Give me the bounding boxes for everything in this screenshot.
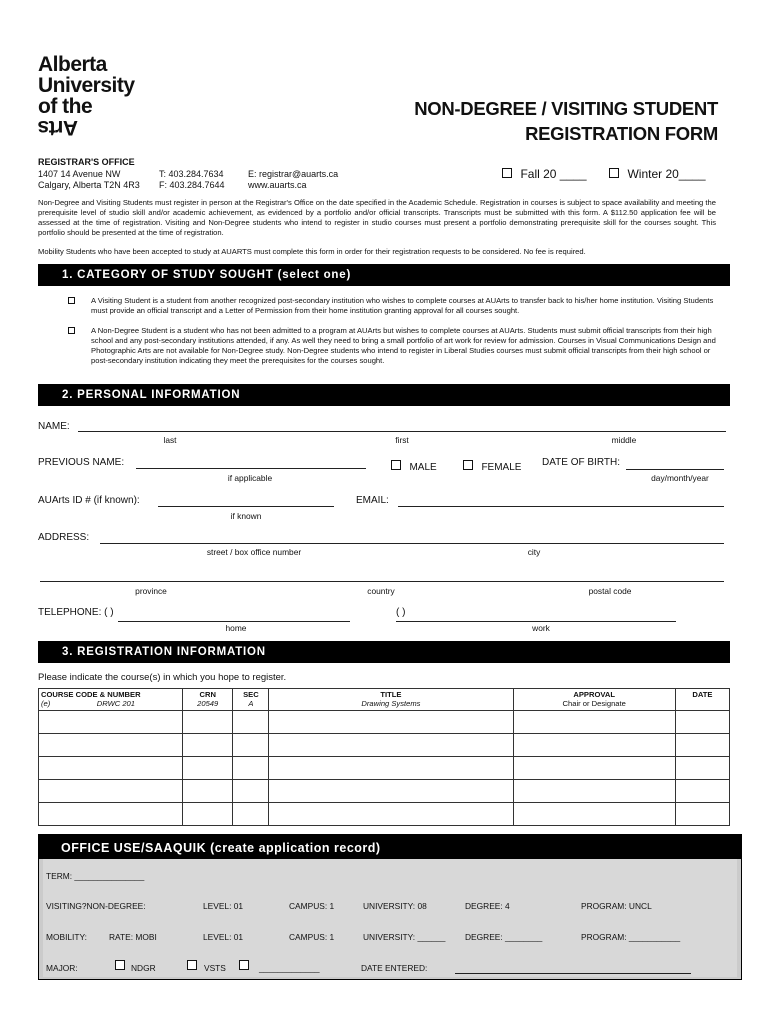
female-option[interactable]	[463, 457, 521, 475]
female-checkbox[interactable]	[463, 460, 473, 470]
title-cell[interactable]	[269, 757, 513, 780]
example-prefix: (e)	[41, 699, 51, 708]
id-field[interactable]	[158, 506, 334, 507]
sec-cell[interactable]	[233, 780, 269, 803]
postal-code-caption: postal code	[588, 586, 632, 596]
crn-cell[interactable]	[183, 734, 233, 757]
sec-cell[interactable]	[233, 757, 269, 780]
intro-paragraph: Non-Degree and Visiting Students must register in person at the Registrar's Office on the date specified in the Academic Schedule. Registration in courses is subject to space availability and meeting the prerequisite level of studio skill and/or academic achievement, as evidenced by a portfolio and/or official transcripts. Transcripts must be submitted with this form. A $112.50 application fee will be assessed at the time of registration. Visiting and Non-Degree students who intend to register in studio courses must present a portfolio demonstrating prerequisite skill for the courses sought. This portfolio should be presented at the time of registration.	[38, 198, 716, 237]
header-course-code-text: COURSE CODE & NUMBER	[41, 690, 141, 699]
course-table	[38, 688, 730, 826]
form-title	[414, 96, 718, 146]
header-title	[269, 689, 513, 711]
office-degree-2: DEGREE: ________	[465, 932, 543, 942]
section-1-header: 1. CATEGORY OF STUDY SOUGHT (select one)	[38, 264, 730, 286]
if-applicable-caption: if applicable	[227, 473, 273, 483]
crn-cell[interactable]	[183, 757, 233, 780]
middle-caption: middle	[611, 435, 637, 445]
email-label: EMAIL:	[356, 495, 389, 506]
registrar-address-2: Calgary, Alberta T2N 4R3	[38, 180, 140, 190]
male-checkbox[interactable]	[391, 460, 401, 470]
work-phone-prefix: ( )	[396, 607, 406, 618]
winter-checkbox[interactable]	[609, 168, 619, 178]
header-sec-text: SEC	[243, 690, 259, 699]
visiting-student-description: A Visiting Student is a student from another recognized post-secondary institution who wishes to complete courses at AUArts to transfer back to his/her home institution. Visiting Students must provide an official transcript and a Letter of Permission from their home institution granting approval for all courses sought.	[91, 296, 714, 315]
form-title-line-2: REGISTRATION FORM	[525, 123, 718, 144]
office-level-1: LEVEL: 01	[203, 901, 244, 911]
previous-name-field[interactable]	[136, 468, 366, 469]
last-caption: last	[163, 435, 177, 445]
id-label: AUArts ID # (if known):	[38, 495, 140, 506]
female-label: FEMALE	[481, 462, 522, 473]
table-row	[39, 780, 730, 803]
address-field[interactable]	[100, 543, 724, 544]
office-rate: RATE: MOBI	[109, 932, 157, 942]
office-use-body	[43, 859, 737, 977]
office-visiting: VISITING?NON-DEGREE:	[46, 901, 146, 911]
work-caption: work	[532, 623, 550, 633]
dob-field[interactable]	[626, 469, 724, 470]
registrar-address-1: 1407 14 Avenue NW	[38, 169, 121, 179]
office-program-2: PROGRAM: ___________	[581, 932, 681, 942]
date-cell[interactable]	[675, 803, 729, 826]
name-field[interactable]	[78, 431, 726, 432]
approval-cell[interactable]	[513, 734, 675, 757]
office-mobility: MOBILITY:	[46, 932, 87, 942]
office-term: TERM: _______________	[46, 871, 145, 881]
approval-subheader: Chair or Designate	[562, 699, 626, 708]
example-title: Drawing Systems	[361, 699, 421, 708]
header-sec	[233, 689, 269, 711]
vsts-label: VSTS	[204, 963, 226, 973]
office-date-entered: DATE ENTERED:	[361, 963, 428, 973]
vsts-checkbox[interactable]	[187, 960, 197, 970]
section-2-header: 2. PERSONAL INFORMATION	[38, 384, 730, 406]
sec-cell[interactable]	[233, 711, 269, 734]
course-cell[interactable]	[39, 803, 183, 826]
course-table-header	[39, 689, 730, 711]
university-logo	[38, 54, 135, 138]
mobility-paragraph: Mobility Students who have been accepted to study at AUARTS must complete this form in order for their registration requests to be considered. No fee is required.	[38, 247, 586, 256]
header-date-text: DATE	[692, 690, 713, 699]
approval-cell[interactable]	[513, 780, 675, 803]
work-phone-field[interactable]	[396, 621, 676, 622]
registrar-web: www.auarts.ca	[248, 180, 307, 190]
example-code: DRWC 201	[96, 699, 135, 708]
winter-term-option[interactable]	[609, 165, 706, 183]
header-crn-text: CRN	[199, 690, 216, 699]
approval-cell[interactable]	[513, 711, 675, 734]
male-label: MALE	[409, 462, 437, 473]
office-level-2: LEVEL: 01	[203, 932, 244, 942]
home-caption: home	[225, 623, 247, 633]
office-program-1: PROGRAM: UNCL	[581, 901, 652, 911]
form-title-line-1: NON-DEGREE / VISITING STUDENT	[414, 98, 718, 119]
header-crn	[183, 689, 233, 711]
header-approval	[513, 689, 675, 711]
header-course-code	[39, 689, 183, 711]
country-caption: country	[367, 586, 395, 596]
office-university-2: UNIVERSITY: ______	[363, 932, 446, 942]
registrar-phone: T: 403.284.7634	[159, 169, 224, 179]
name-label: NAME:	[38, 421, 70, 432]
telephone-label: TELEPHONE: ( )	[38, 607, 114, 618]
home-phone-field[interactable]	[118, 621, 350, 622]
sec-cell[interactable]	[233, 803, 269, 826]
crn-cell[interactable]	[183, 803, 233, 826]
header-title-text: TITLE	[380, 690, 402, 699]
office-major: MAJOR:	[46, 963, 78, 973]
course-cell[interactable]	[39, 734, 183, 757]
address-line-2-field[interactable]	[40, 581, 724, 582]
street-caption: street / box office number	[206, 547, 302, 557]
other-major-field[interactable]: _____________	[259, 963, 320, 973]
non-degree-student-checkbox[interactable]	[68, 327, 75, 334]
logo-line-3: of the	[38, 95, 93, 118]
course-cell[interactable]	[39, 711, 183, 734]
dob-label: DATE OF BIRTH:	[542, 457, 620, 468]
office-use-header: OFFICE USE/SAAQUIK (create application record)	[39, 835, 741, 859]
if-known-caption: if known	[230, 511, 262, 521]
province-caption: province	[135, 586, 167, 596]
registrar-fax: F: 403.284.7644	[159, 180, 225, 190]
office-campus-1: CAMPUS: 1	[289, 901, 335, 911]
city-caption: city	[527, 547, 541, 557]
office-university-1: UNIVERSITY: 08	[363, 901, 427, 911]
title-cell[interactable]	[269, 780, 513, 803]
date-cell[interactable]	[675, 757, 729, 780]
office-degree-1: DEGREE: 4	[465, 901, 510, 911]
header-approval-text: APPROVAL	[573, 690, 616, 699]
date-cell[interactable]	[675, 780, 729, 803]
other-major-checkbox[interactable]	[239, 960, 249, 970]
fall-label: Fall 20 ____	[520, 167, 587, 181]
logo-line-2: University	[38, 74, 135, 97]
dob-format-caption: day/month/year	[651, 473, 709, 483]
email-field[interactable]	[398, 506, 724, 507]
title-cell[interactable]	[269, 803, 513, 826]
title-cell[interactable]	[269, 711, 513, 734]
course-cell[interactable]	[39, 780, 183, 803]
office-campus-2: CAMPUS: 1	[289, 932, 335, 942]
crn-cell[interactable]	[183, 780, 233, 803]
table-row	[39, 711, 730, 734]
date-entered-field[interactable]	[455, 973, 691, 974]
example-sec: A	[248, 699, 254, 708]
address-label: ADDRESS:	[38, 532, 90, 543]
registrar-email: E: registrar@auarts.ca	[248, 169, 339, 179]
visiting-student-checkbox[interactable]	[68, 297, 75, 304]
logo-line-1: Alberta	[38, 53, 107, 76]
non-degree-student-description: A Non-Degree Student is a student who has not been admitted to a program at AUArts but wishes to complete courses at AUArts. Students must submit official transcripts from their high school and any post-secondary institutions attended, if any. As well they need to bring a small portfolio of art work for review for admission. Courses in Visual Communications Design and Photographic Arts are not available for Non-Degree study. Non-Degree students who intend to register in Liberal Studies courses must submit official transcripts from their high school or post-secondary institution indicating they meet the prerequisites for the courses sought.	[91, 326, 716, 365]
approval-cell[interactable]	[513, 757, 675, 780]
crn-cell[interactable]	[183, 711, 233, 734]
table-row	[39, 734, 730, 757]
ndgr-checkbox[interactable]	[115, 960, 125, 970]
date-cell[interactable]	[675, 734, 729, 757]
header-date	[675, 689, 729, 711]
fall-term-option[interactable]	[502, 165, 587, 183]
fall-checkbox[interactable]	[502, 168, 512, 178]
logo-line-4: Arts	[38, 116, 79, 139]
table-row	[39, 757, 730, 780]
ndgr-label: NDGR	[131, 963, 156, 973]
date-cell[interactable]	[675, 711, 729, 734]
office-use-box	[38, 834, 742, 980]
previous-name-label: PREVIOUS NAME:	[38, 457, 125, 468]
first-caption: first	[395, 435, 409, 445]
approval-cell[interactable]	[513, 803, 675, 826]
sec-cell[interactable]	[233, 734, 269, 757]
registrar-heading: REGISTRAR'S OFFICE	[38, 157, 135, 167]
section-3-header: 3. REGISTRATION INFORMATION	[38, 641, 730, 663]
winter-label: Winter 20____	[627, 167, 706, 181]
example-crn: 20549	[197, 699, 219, 708]
male-option[interactable]	[391, 457, 437, 475]
course-instructions: Please indicate the course(s) in which you hope to register.	[38, 672, 287, 683]
title-cell[interactable]	[269, 734, 513, 757]
course-cell[interactable]	[39, 757, 183, 780]
table-row	[39, 803, 730, 826]
